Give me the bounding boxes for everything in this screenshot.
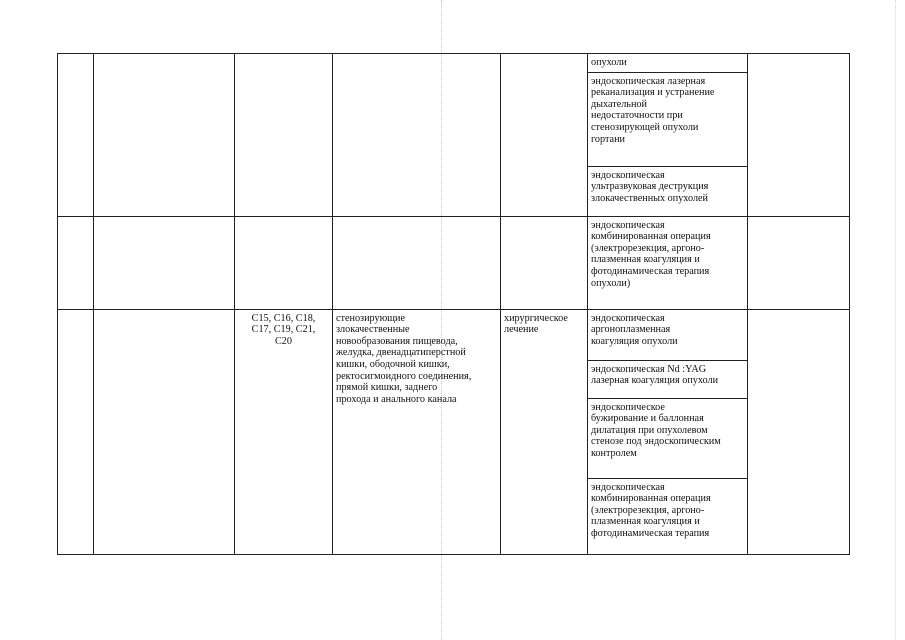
table-row bbox=[58, 309, 850, 360]
method-cell bbox=[588, 54, 748, 73]
method-cell bbox=[588, 360, 748, 398]
method-text: эндоскопическая аргоноплазменная коагуляция опухоли bbox=[591, 312, 678, 347]
cell-diagnosis bbox=[333, 309, 501, 554]
medical-care-table bbox=[57, 53, 850, 555]
cell-profile bbox=[94, 216, 235, 309]
table-row bbox=[58, 54, 850, 73]
cell-number bbox=[58, 54, 94, 217]
cell-profile bbox=[94, 309, 235, 554]
method-text: эндоскопическая комбинированная операция (электрорезекция, аргоно- плазменная коагуляция и фотодинамическая терапия bbox=[591, 481, 711, 539]
method-text: эндоскопическая Nd :YAG лазерная коагуляция опухоли bbox=[591, 363, 719, 387]
method-cell bbox=[588, 166, 748, 216]
method-cell bbox=[588, 72, 748, 166]
scan-edge-line bbox=[895, 0, 896, 640]
method-cell bbox=[588, 478, 748, 554]
cell-codes bbox=[235, 54, 333, 217]
cell-codes bbox=[235, 216, 333, 309]
method-text: эндоскопическое бужирование и баллонная дилатация при опухолевом стенозе под эндоскопическим контролем bbox=[591, 401, 721, 459]
icd-codes: C15, C16, C18, C17, C19, C21, C20 bbox=[251, 312, 316, 347]
cell-diagnosis bbox=[333, 54, 501, 217]
method-text: эндоскопическая лазерная реканализация и устранение дыхательной недостаточности при стенозирующей опухоли гортани bbox=[591, 75, 715, 145]
method-text: опухоли bbox=[591, 57, 627, 68]
cell-treatment bbox=[501, 54, 588, 217]
method-cell bbox=[588, 309, 748, 360]
method-text: эндоскопическая ультразвуковая деструкция злокачественных опухолей bbox=[591, 169, 709, 204]
table-row bbox=[58, 216, 850, 309]
cell-norm bbox=[748, 54, 850, 217]
cell-norm bbox=[748, 216, 850, 309]
method-cell bbox=[588, 398, 748, 478]
cell-norm bbox=[748, 309, 850, 554]
method-text: эндоскопическая комбинированная операция (электрорезекция, аргоно- плазменная коагуляция и фотодинамическая терапия опухоли) bbox=[591, 219, 711, 289]
method-cell bbox=[588, 216, 748, 309]
cell-treatment bbox=[501, 309, 588, 554]
cell-codes bbox=[235, 309, 333, 554]
treatment-type: хирургическое лечение bbox=[504, 312, 568, 336]
cell-diagnosis bbox=[333, 216, 501, 309]
cell-treatment bbox=[501, 216, 588, 309]
cell-number bbox=[58, 309, 94, 554]
diagnosis-text: стенозирующие злокачественные новообразования пищевода, желудка, двенадцатиперстной кишки, ободочной кишки, ректосигмоидного соединения, прямой кишки, заднего прохода и анального канала bbox=[336, 312, 472, 405]
cell-profile bbox=[94, 54, 235, 217]
cell-number bbox=[58, 216, 94, 309]
